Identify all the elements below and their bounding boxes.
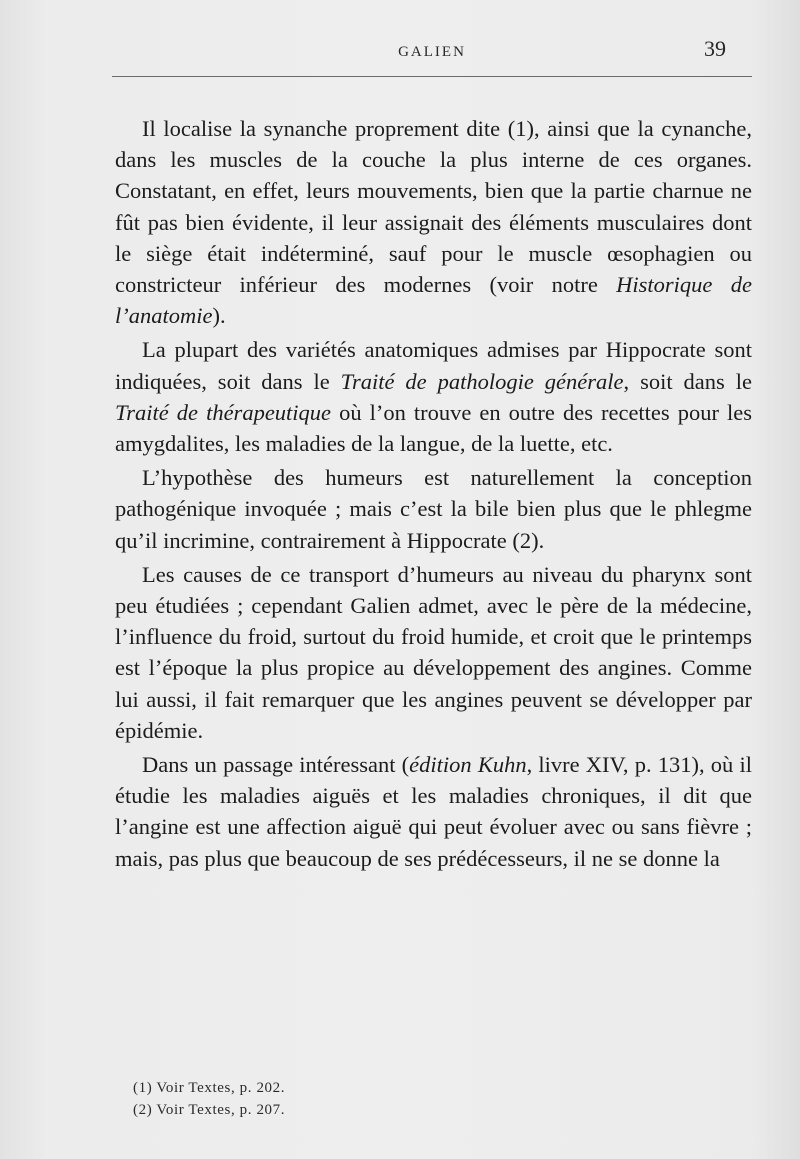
text-run: ). <box>212 303 226 329</box>
page-header <box>112 36 752 76</box>
paragraph <box>115 749 752 874</box>
running-head: GALIEN <box>398 44 466 60</box>
paragraph <box>115 113 752 331</box>
paragraph <box>115 559 752 746</box>
italic-title: Traité de pathologie générale <box>340 368 624 394</box>
text-run: L’hypothèse des humeurs est naturellement la conception pathogénique invoquée ; mais c’est la bile bien plus que le phlegme qu’il incrimine, contrairement à Hippocrate (2). <box>115 465 752 553</box>
page-number: 39 <box>704 36 726 61</box>
paragraph <box>115 334 752 459</box>
italic-title: édition Kuhn <box>409 752 527 778</box>
header-rule <box>112 76 752 77</box>
footnote: (2) Voir Textes, p. 207. <box>133 1102 286 1118</box>
italic-title: Historique de l’anatomie <box>115 272 752 329</box>
text-run: La plupart des variétés anatomiques admises par Hippocrate sont indiquées, soit dans le <box>115 337 752 394</box>
text-run: Dans un passage intéressant ( <box>142 752 410 778</box>
footnote: (1) Voir Textes, p. 202. <box>133 1080 286 1096</box>
text-run: Il localise la synanche proprement dite (1), ainsi que la cynanche, dans les muscles de la couche la plus interne de ces organes. Constatant, en effet, leurs mouvements, bien que la partie charnue ne fût pas bien évidente, il leur assignait des éléments musculaires dont le siège était indéterminé, sauf pour le muscle œsophagien ou constricteur inférieur des modernes (voir notre <box>115 116 752 298</box>
text-run: , soit dans le <box>623 368 752 394</box>
body-text <box>115 113 752 874</box>
italic-title: Traité de thérapeutique <box>115 399 332 425</box>
text-run: , livre XIV, p. 131), où il étudie les maladies aiguës et les maladies chroniques, il dit que l’angine est une affection aiguë qui peut évoluer avec ou sans fièvre ; mais, pas plus que beaucoup de ses prédécesseurs, il ne se donne la <box>115 752 752 871</box>
text-run: Les causes de ce transport d’humeurs au niveau du pharynx sont peu étudiées ; cependant Galien admet, avec le père de la médecine, l’influence du froid, surtout du froid humide, et croit que le printemps est l’époque la plus propice au développement des angines. Comme lui aussi, il fait remarquer que les angines peuvent se développer par épidémie. <box>115 561 752 743</box>
text-run: où l’on trouve en outre des recettes pour les amygdalites, les maladies de la langue, de la luette, etc. <box>115 399 752 457</box>
paragraph <box>115 462 752 556</box>
footnotes <box>133 1077 533 1121</box>
